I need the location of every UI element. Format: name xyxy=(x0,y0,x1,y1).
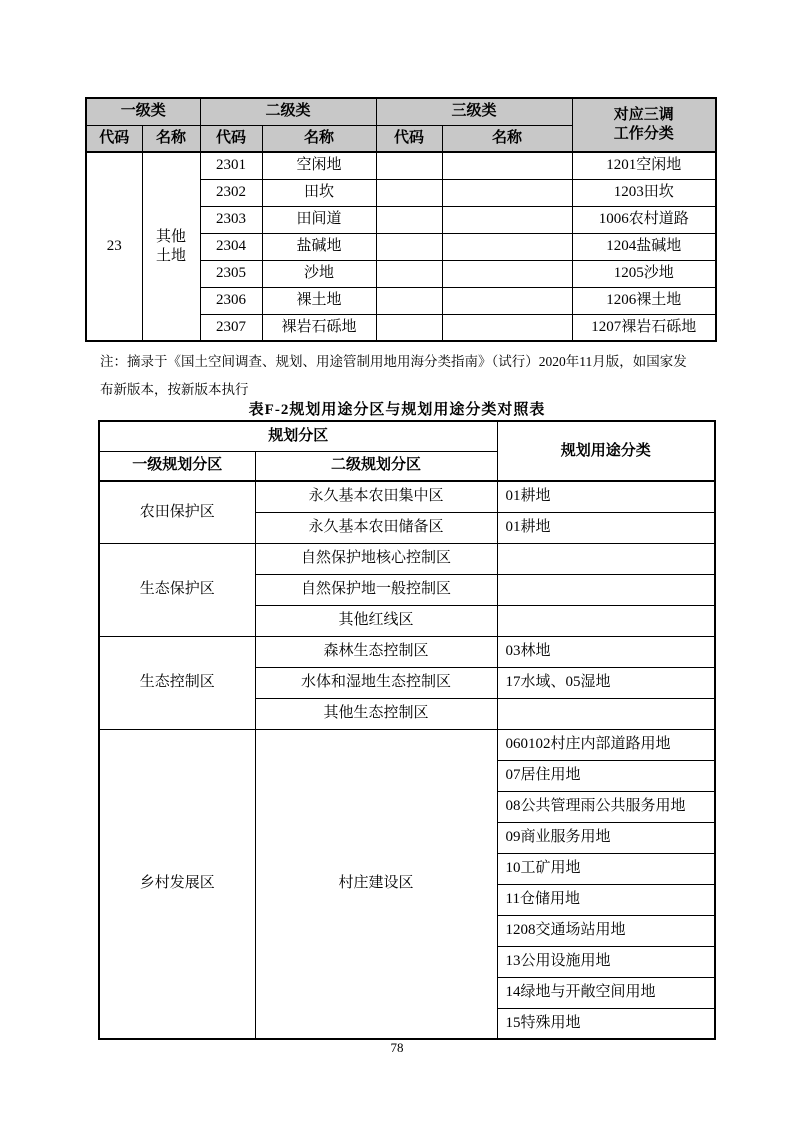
t1-header-code3: 代码 xyxy=(376,125,442,152)
zone-cell: 森林生态控制区 xyxy=(255,636,497,667)
t1-header-name1: 名称 xyxy=(142,125,200,152)
t2-zone-village-construction: 村庄建设区 xyxy=(255,729,497,1039)
name3-cell-empty xyxy=(442,233,572,260)
zone-cell: 永久基本农田集中区 xyxy=(255,481,497,512)
table-row xyxy=(99,543,715,574)
name-cell: 田间道 xyxy=(262,206,376,233)
usage-cell: 11仓储用地 xyxy=(497,884,715,915)
name-cell: 田坎 xyxy=(262,179,376,206)
code-cell: 2304 xyxy=(200,233,262,260)
code3-cell-empty xyxy=(376,206,442,233)
table-note-line2: 布新版本，按新版本执行 xyxy=(100,382,249,397)
t1-header-level1: 一级类 xyxy=(86,98,200,125)
code3-cell-empty xyxy=(376,287,442,314)
t2-header-level2: 二级规划分区 xyxy=(255,451,497,481)
zone-cell: 永久基本农田储备区 xyxy=(255,512,497,543)
mapping-cell: 1207裸岩石砾地 xyxy=(572,314,716,341)
zone-cell: 自然保护地一般控制区 xyxy=(255,574,497,605)
t2-group-eco-control: 生态控制区 xyxy=(99,636,255,729)
t1-header-mapping xyxy=(572,98,716,152)
t1-group-name-line2: 土地 xyxy=(156,247,187,264)
code-cell: 2301 xyxy=(200,152,262,179)
usage-cell: 13公用设施用地 xyxy=(497,946,715,977)
t1-group-code: 23 xyxy=(86,152,142,341)
land-class-table xyxy=(85,97,717,342)
usage-cell: 17水域、05湿地 xyxy=(497,667,715,698)
t1-group-name xyxy=(142,152,200,341)
page-number: 78 xyxy=(390,1040,404,1055)
t1-header-name2: 名称 xyxy=(262,125,376,152)
t1-header-mapping-line2: 工作分类 xyxy=(613,126,674,142)
name3-cell-empty xyxy=(442,314,572,341)
usage-cell-empty xyxy=(497,574,715,605)
code-cell: 2302 xyxy=(200,179,262,206)
table-row xyxy=(86,152,716,179)
t2-group-eco-protection: 生态保护区 xyxy=(99,543,255,636)
usage-cell: 08公共管理雨公共服务用地 xyxy=(497,791,715,822)
t1-header-level2: 二级类 xyxy=(200,98,376,125)
t2-header-usage: 规划用途分类 xyxy=(497,421,715,481)
code3-cell-empty xyxy=(376,314,442,341)
mapping-cell: 1204盐碱地 xyxy=(572,233,716,260)
name3-cell-empty xyxy=(442,260,572,287)
zone-cell: 其他生态控制区 xyxy=(255,698,497,729)
table-row xyxy=(99,481,715,512)
mapping-cell: 1205沙地 xyxy=(572,260,716,287)
table-note xyxy=(100,348,718,404)
code3-cell-empty xyxy=(376,179,442,206)
zone-cell: 水体和湿地生态控制区 xyxy=(255,667,497,698)
usage-cell-empty xyxy=(497,543,715,574)
name-cell: 空闲地 xyxy=(262,152,376,179)
code3-cell-empty xyxy=(376,152,442,179)
table-note-line1: 注：摘录于《国土空间调查、规划、用途管制用地用海分类指南》（试行）2020年11月版，如国家发 xyxy=(100,354,687,369)
name-cell: 裸岩石砾地 xyxy=(262,314,376,341)
usage-cell: 15特殊用地 xyxy=(497,1008,715,1039)
code-cell: 2306 xyxy=(200,287,262,314)
usage-cell: 14绿地与开敞空间用地 xyxy=(497,977,715,1008)
t1-header-mapping-line1: 对应三调 xyxy=(613,107,674,124)
usage-cell: 01耕地 xyxy=(497,512,715,543)
zone-cell: 自然保护地核心控制区 xyxy=(255,543,497,574)
t2-header-planning-zone: 规划分区 xyxy=(99,421,497,451)
mapping-cell: 1206裸土地 xyxy=(572,287,716,314)
table-row xyxy=(99,636,715,667)
t2-group-rural-development: 乡村发展区 xyxy=(99,729,255,1039)
mapping-cell: 1006农村道路 xyxy=(572,206,716,233)
usage-cell-empty xyxy=(497,605,715,636)
t1-header-name3: 名称 xyxy=(442,125,572,152)
code-cell: 2307 xyxy=(200,314,262,341)
usage-cell-empty xyxy=(497,698,715,729)
usage-cell: 09商业服务用地 xyxy=(497,822,715,853)
code-cell: 2303 xyxy=(200,206,262,233)
name3-cell-empty xyxy=(442,287,572,314)
name-cell: 裸土地 xyxy=(262,287,376,314)
name3-cell-empty xyxy=(442,152,572,179)
zone-cell: 其他红线区 xyxy=(255,605,497,636)
t1-header-level3: 三级类 xyxy=(376,98,572,125)
t1-header-code2: 代码 xyxy=(200,125,262,152)
mapping-cell: 1201空闲地 xyxy=(572,152,716,179)
usage-cell: 1208交通场站用地 xyxy=(497,915,715,946)
t2-group-farmland: 农田保护区 xyxy=(99,481,255,543)
table-row xyxy=(99,729,715,760)
usage-cell: 10工矿用地 xyxy=(497,853,715,884)
usage-cell: 01耕地 xyxy=(497,481,715,512)
planning-zone-table xyxy=(98,420,716,1040)
name3-cell-empty xyxy=(442,179,572,206)
code-cell: 2305 xyxy=(200,260,262,287)
t1-group-name-line1: 其他 xyxy=(156,228,187,245)
usage-cell: 060102村庄内部道路用地 xyxy=(497,729,715,760)
code3-cell-empty xyxy=(376,260,442,287)
name-cell: 沙地 xyxy=(262,260,376,287)
name-cell: 盐碱地 xyxy=(262,233,376,260)
t1-header-row-1 xyxy=(86,98,716,125)
table-f2-title: 表F-2规划用途分区与规划用途分类对照表 xyxy=(248,402,546,418)
t2-header-row-1 xyxy=(99,421,715,451)
usage-cell: 07居住用地 xyxy=(497,760,715,791)
t1-header-code1: 代码 xyxy=(86,125,142,152)
name3-cell-empty xyxy=(442,206,572,233)
mapping-cell: 1203田坎 xyxy=(572,179,716,206)
t2-header-level1: 一级规划分区 xyxy=(99,451,255,481)
usage-cell: 03林地 xyxy=(497,636,715,667)
code3-cell-empty xyxy=(376,233,442,260)
